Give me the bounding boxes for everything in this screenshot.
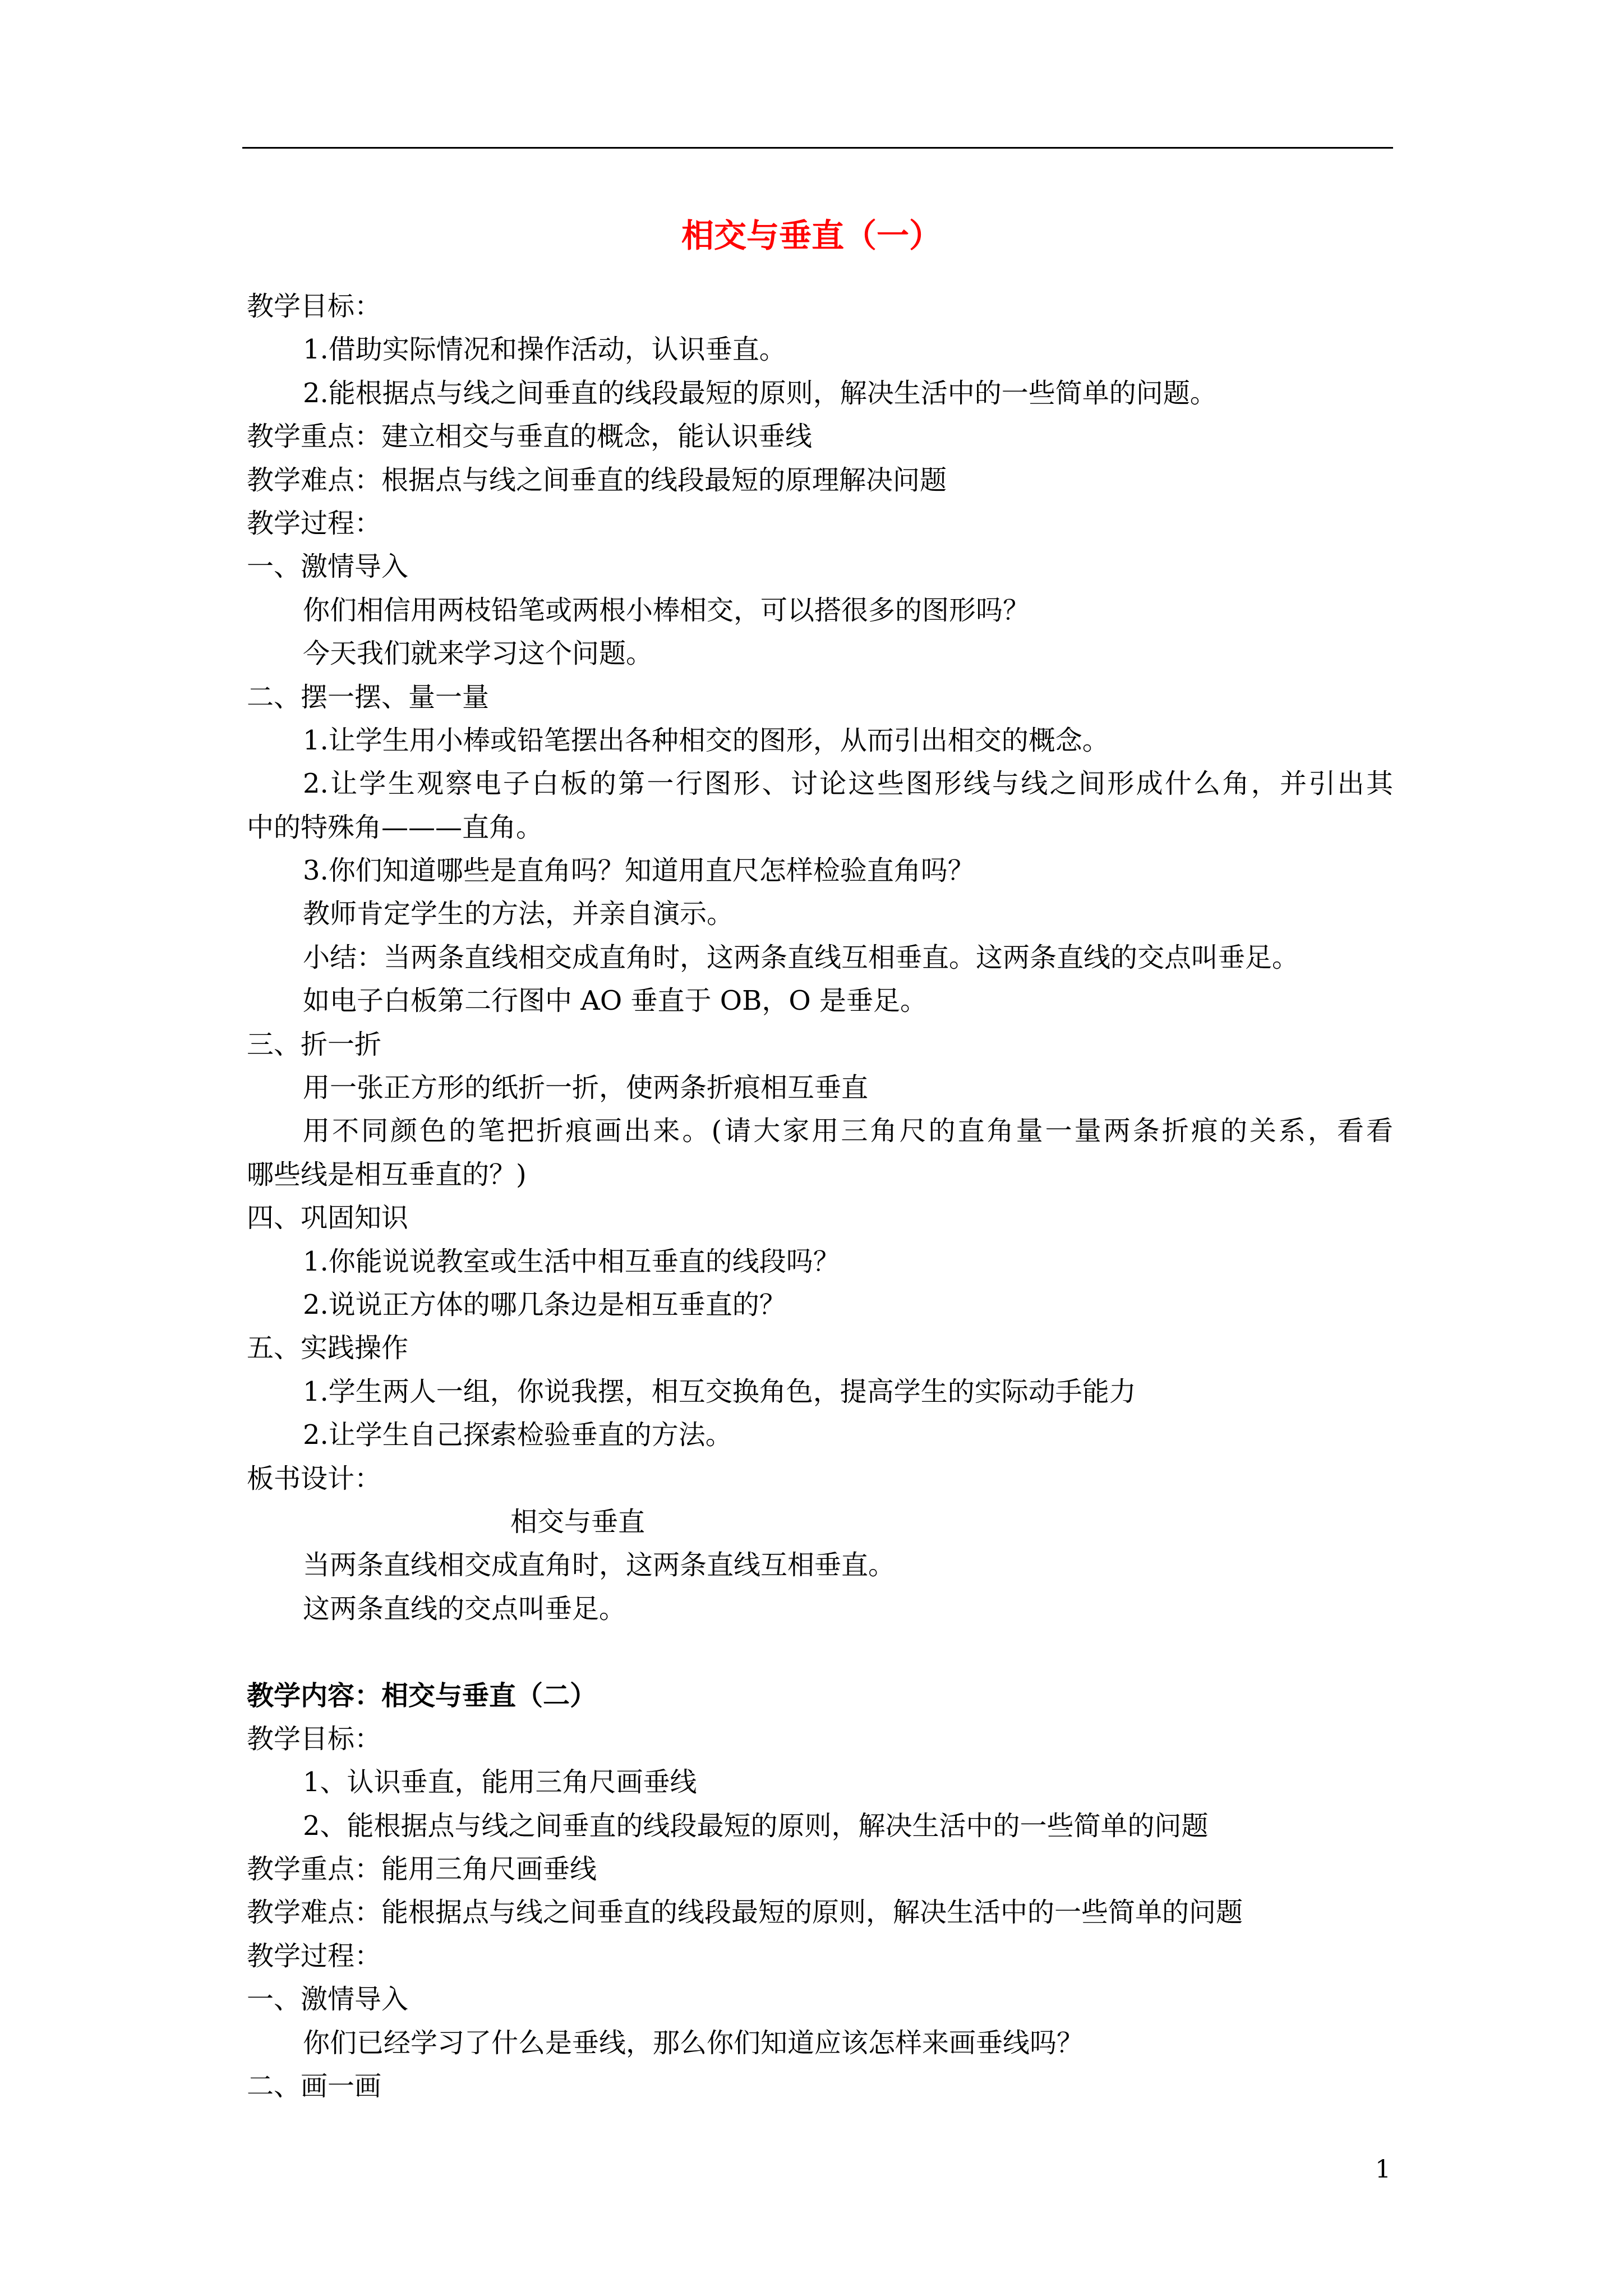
blank-line <box>247 1631 1393 1674</box>
paragraph-line: 小结：当两条直线相交成直角时，这两条直线互相垂直。这两条直线的交点叫垂足。 <box>303 941 1299 973</box>
paragraph-line: 哪些线是相互垂直的？) <box>247 1158 527 1190</box>
paragraph-line: 2、能根据点与线之间垂直的线段最短的原则，解决生活中的一些简单的问题 <box>303 1810 1209 1842</box>
section-heading: 四、巩固知识 <box>247 1202 409 1234</box>
paragraph-line: 1.学生两人一组，你说我摆，相互交换角色，提高学生的实际动手能力 <box>303 1375 1136 1407</box>
paragraph-line: 教师肯定学生的方法，并亲自演示。 <box>303 898 734 930</box>
document-body <box>247 285 1393 2108</box>
paragraph-line: 中的特殊角———直角。 <box>247 811 543 843</box>
paragraph-line: 今天我们就来学习这个问题。 <box>303 638 653 670</box>
section-label: 教学过程： <box>247 1940 382 1972</box>
section-heading: 五、实践操作 <box>247 1332 409 1364</box>
paragraph-line: 2.让学生观察电子白板的第一行图形、讨论这些图形线与线之间形成什么角，并引出其 <box>303 768 1393 800</box>
lesson-heading: 教学内容：相交与垂直（二） <box>247 1680 597 1711</box>
section-heading: 一、激情导入 <box>247 551 409 583</box>
section-label: 教学目标： <box>247 1723 382 1755</box>
section-heading: 三、折一折 <box>247 1028 382 1060</box>
paragraph-line: 你们相信用两枝铅笔或两根小棒相交，可以搭很多的图形吗？ <box>303 594 1030 626</box>
section-label: 教学难点：能根据点与线之间垂直的线段最短的原则，解决生活中的一些简单的问题 <box>247 1897 1243 1929</box>
section-label: 教学重点：建立相交与垂直的概念，能认识垂线 <box>247 421 813 453</box>
paragraph-line: 1、认识垂直，能用三角尺画垂线 <box>303 1766 697 1798</box>
paragraph-line: 用一张正方形的纸折一折，使两条折痕相互垂直 <box>303 1072 869 1104</box>
section-label: 教学难点：根据点与线之间垂直的线段最短的原理解决问题 <box>247 464 947 496</box>
section-heading: 二、画一画 <box>247 2070 382 2102</box>
section-label: 板书设计： <box>247 1462 382 1494</box>
paragraph-line: 如电子白板第二行图中 AO 垂直于 OB，O 是垂足。 <box>303 985 928 1017</box>
paragraph-line: 2.说说正方体的哪几条边是相互垂直的？ <box>303 1289 786 1320</box>
paragraph-line: 你们已经学习了什么是垂线，那么你们知道应该怎样来画垂线吗？ <box>303 2027 1084 2059</box>
paragraph-line: 1.让学生用小棒或铅笔摆出各种相交的图形，从而引出相交的概念。 <box>303 724 1109 756</box>
paragraph-line: 3.你们知道哪些是直角吗？知道用直尺怎样检验直角吗？ <box>303 855 975 887</box>
paragraph-line: 1.借助实际情况和操作活动，认识垂直。 <box>303 334 786 366</box>
section-heading: 二、摆一摆、量一量 <box>247 681 490 713</box>
paragraph-line: 这两条直线的交点叫垂足。 <box>303 1593 626 1625</box>
section-label: 教学目标： <box>247 291 382 322</box>
paragraph-line: 1.你能说说教室或生活中相互垂直的线段吗？ <box>303 1245 840 1277</box>
document-title: 相交与垂直（一） <box>681 217 942 255</box>
page-number: 1 <box>1375 2155 1391 2184</box>
paragraph-line: 2.让学生自己探索检验垂直的方法。 <box>303 1419 732 1451</box>
paragraph-line: 当两条直线相交成直角时，这两条直线互相垂直。 <box>303 1549 896 1581</box>
section-label: 教学过程： <box>247 507 382 539</box>
paragraph-line: 用不同颜色的笔把折痕画出来。(请大家用三角尺的直角量一量两条折痕的关系，看看 <box>303 1115 1393 1147</box>
paragraph-line: 2.能根据点与线之间垂直的线段最短的原则，解决生活中的一些简单的问题。 <box>303 377 1217 409</box>
board-title: 相交与垂直 <box>510 1506 645 1538</box>
section-label: 教学重点：能用三角尺画垂线 <box>247 1853 597 1885</box>
section-heading: 一、激情导入 <box>247 1984 409 2016</box>
header-rule <box>242 147 1393 149</box>
